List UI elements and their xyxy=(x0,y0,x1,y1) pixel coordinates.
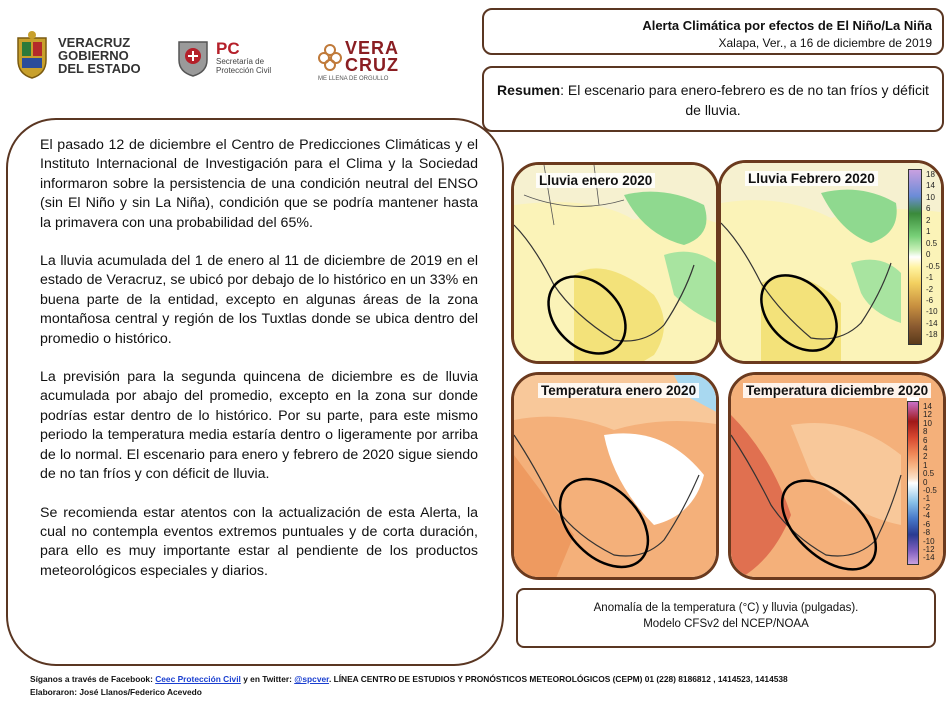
colorbar-tick-label: 10 xyxy=(923,418,932,428)
colorbar-tick-label: -2 xyxy=(923,502,931,512)
alert-title: Alerta Climática por efectos de El Niño/La Niña xyxy=(642,18,932,33)
summary-label: Resumen xyxy=(497,82,561,98)
vc-name-line2: CRUZ xyxy=(345,55,399,75)
temperature-colorbar-labels xyxy=(923,403,937,563)
pc-shield-icon xyxy=(175,36,211,78)
footer xyxy=(30,673,788,699)
footer-contact-line xyxy=(30,673,788,686)
map-title-temperature-january: Temperatura enero 2020 xyxy=(538,383,699,398)
colorbar-tick-label: 2 xyxy=(923,452,928,462)
vc-tagline: ME LLENA DE ORGULLO xyxy=(318,76,389,82)
rain-colorbar-labels xyxy=(926,171,940,343)
rain-january-map-image xyxy=(514,165,719,364)
colorbar-tick-label: -10 xyxy=(923,536,935,546)
paragraph-enso: El pasado 12 de diciembre el Centro de Predicciones Climáticas y el Instituto Internacional de Investigación para el Clima y la Sociedad informaron sobre la persistencia de una condición neutral del ENSO (sin El Niño y sin La Niña), condición que se podría mantener hasta la primavera con una probabilidad del 65%. xyxy=(40,137,478,231)
map-title-temperature-december: Temperatura diciembre 2020 xyxy=(743,383,931,398)
colorbar-tick-label: -18 xyxy=(926,330,938,340)
facebook-link[interactable]: Ceec Protección Civil xyxy=(155,674,241,684)
colorbar-tick-label: 4 xyxy=(923,444,928,454)
colorbar-tick-label: -1 xyxy=(926,273,934,283)
logo-ver-line2: GOBIERNO xyxy=(58,47,129,63)
colorbar-tick-label: -0.5 xyxy=(923,486,937,496)
veracruz-gobierno-logo xyxy=(12,30,141,80)
temperature-january-map-image xyxy=(514,375,719,580)
map-temperature-january xyxy=(511,372,719,580)
colorbar-tick-label: 1 xyxy=(926,227,931,237)
pc-sub-line1: Secretaría de xyxy=(216,56,265,66)
footer-authors: Elaboraron: José Llanos/Federico Acevedo xyxy=(30,687,202,697)
paragraph-recommendation: Se recomienda estar atentos con la actualización de esta Alerta, la cual no contempla eventos extremos puntuales y de corta duración, para ello es muy importante estar al pendiente de los productos meteorológicos especiales y diarios. xyxy=(40,504,478,579)
colorbar-tick-label: 1 xyxy=(923,460,928,470)
colorbar-tick-label: -12 xyxy=(923,544,935,554)
colorbar-tick-label: 6 xyxy=(923,435,928,445)
maps-caption-box xyxy=(516,588,936,648)
colorbar-tick-label: -8 xyxy=(923,528,931,538)
colorbar-tick-label: -2 xyxy=(926,284,934,294)
coat-of-arms-icon xyxy=(12,30,52,80)
caption-line1: Anomalía de la temperatura (°C) y lluvia (pulgadas). xyxy=(593,602,859,614)
proteccion-civil-logo xyxy=(175,36,271,78)
colorbar-tick-label: 14 xyxy=(923,402,932,411)
caption-line2: Modelo CFSv2 del NCEP/NOAA xyxy=(643,618,809,630)
vc-name-line1: VERA xyxy=(345,38,400,58)
colorbar-tick-label: 0 xyxy=(926,250,931,260)
colorbar-tick-label: -14 xyxy=(926,318,938,328)
colorbar-tick-label: 18 xyxy=(926,170,935,179)
flower-icon xyxy=(318,42,342,72)
colorbar-tick-label: -10 xyxy=(926,307,938,317)
summary-text: : El escenario para enero-febrero es de no tan fríos y déficit de lluvia. xyxy=(560,82,929,118)
logo-ver-line1: VERACRUZ xyxy=(58,34,131,50)
colorbar-tick-label: -6 xyxy=(926,295,934,305)
footer-prefix: Síganos a través de Facebook: xyxy=(30,674,156,684)
colorbar-tick-label: 2 xyxy=(926,215,931,225)
colorbar-tick-label: -14 xyxy=(923,553,935,563)
colorbar-tick-label: -0.5 xyxy=(926,261,940,271)
logo-ver-line3: DEL ESTADO xyxy=(58,60,141,76)
colorbar-tick-label: 12 xyxy=(923,410,932,420)
colorbar-tick-label: -4 xyxy=(923,511,931,521)
rain-colorbar xyxy=(908,169,922,345)
summary-box xyxy=(482,66,944,132)
colorbar-tick-label: 10 xyxy=(926,192,935,202)
veracruz-brand-logo xyxy=(318,40,399,82)
colorbar-tick-label: 0 xyxy=(923,477,928,487)
paragraph-rain-accumulated: La lluvia acumulada del 1 de enero al 11 de diciembre de 2019 en el estado de Veracruz, se ubicó por debajo de lo histórico en un 33% en buena parte de la entidad, excepto en algunas áreas de la zona montañosa central y región de los Tuxtlas donde se ubica dentro del promedio o histórico. xyxy=(40,253,478,347)
footer-mid: y en Twitter: xyxy=(240,674,295,684)
colorbar-tick-label: 14 xyxy=(926,181,935,191)
map-temperature-december xyxy=(728,372,946,580)
colorbar-tick-label: -1 xyxy=(923,494,931,504)
alert-title-box xyxy=(482,8,944,55)
map-title-rain-january: Lluvia enero 2020 xyxy=(536,173,655,188)
alert-date: Xalapa, Ver., a 16 de diciembre de 2019 xyxy=(718,36,932,50)
main-text xyxy=(40,136,478,600)
pc-sub-line2: Protección Civil xyxy=(216,65,272,75)
colorbar-tick-label: 0.5 xyxy=(926,238,938,248)
temperature-colorbar xyxy=(907,401,919,565)
colorbar-tick-label: 8 xyxy=(923,427,928,437)
paragraph-forecast: La previsión para la segunda quincena de diciembre es de lluvia acumulada por abajo del promedio, excepto en la zona sur donde podrías estar dentro de lo histórico. Por su parte, para este mismo periodo la temperatura media estaría dentro o ligeramente por arriba de lo normal. El escenario para enero y febrero de 2020 sigue siendo de no tan fríos y con déficit de lluvia. xyxy=(40,369,478,483)
map-rain-february xyxy=(718,160,944,364)
footer-suffix: . LÍNEA CENTRO DE ESTUDIOS Y PRONÓSTICOS METEOROLÓGICOS (CEPM) 01 (228) 8186812 , 1414523, 1414538 xyxy=(328,674,788,684)
map-title-rain-february: Lluvia Febrero 2020 xyxy=(745,171,878,186)
map-rain-january xyxy=(511,162,719,364)
colorbar-tick-label: -6 xyxy=(923,519,931,529)
twitter-link[interactable]: @spcver xyxy=(294,674,329,684)
pc-name: PC xyxy=(216,38,240,58)
colorbar-tick-label: 0.5 xyxy=(923,469,935,479)
colorbar-tick-label: 6 xyxy=(926,204,931,214)
